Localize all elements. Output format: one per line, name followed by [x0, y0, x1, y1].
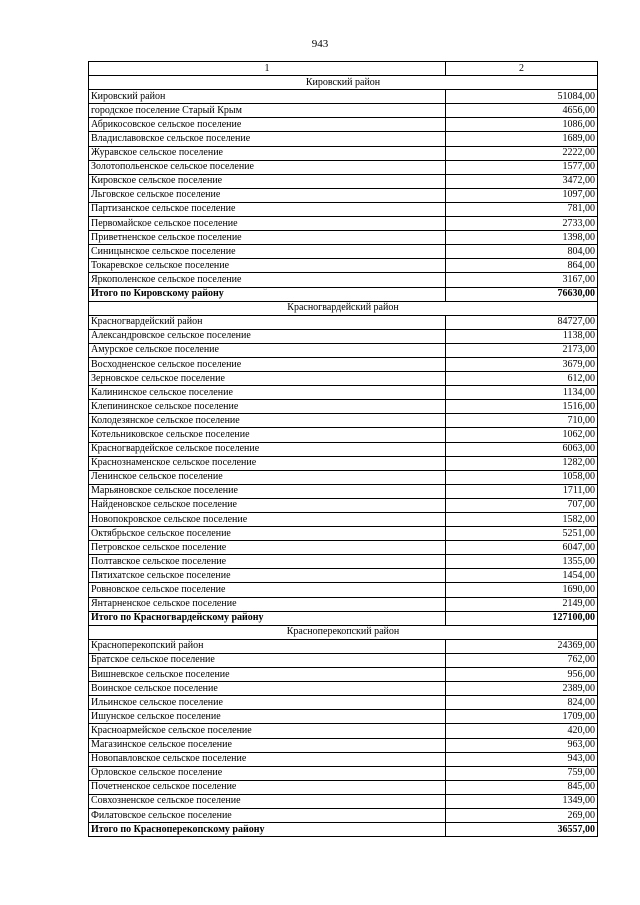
- total-row: [89, 287, 598, 301]
- row-name: Восходненское сельское поселение: [89, 357, 446, 371]
- table-row: [89, 752, 598, 766]
- row-name: Котельниковское сельское поселение: [89, 428, 446, 442]
- table-row: [89, 146, 598, 160]
- row-value: 1355,00: [446, 555, 598, 569]
- table-row: [89, 541, 598, 555]
- row-name: Октябрьское сельское поселение: [89, 527, 446, 541]
- row-value: 2733,00: [446, 217, 598, 231]
- table-row: [89, 315, 598, 329]
- row-value: 963,00: [446, 738, 598, 752]
- total-value: 127100,00: [446, 611, 598, 625]
- row-value: 943,00: [446, 752, 598, 766]
- table-row: [89, 794, 598, 808]
- row-value: 3167,00: [446, 273, 598, 287]
- table-row: [89, 513, 598, 527]
- row-name: Колодезянское сельское поселение: [89, 414, 446, 428]
- table-row: [89, 386, 598, 400]
- section-title: Кировский район: [89, 76, 598, 90]
- table-row: [89, 808, 598, 822]
- row-value: 3472,00: [446, 174, 598, 188]
- table-row: [89, 668, 598, 682]
- table-row: [89, 470, 598, 484]
- row-name: Найденовское сельское поселение: [89, 498, 446, 512]
- section-header-row: [89, 625, 598, 639]
- row-name: Красногвардейское сельское поселение: [89, 442, 446, 456]
- row-name: Янтарненское сельское поселение: [89, 597, 446, 611]
- row-value: 1138,00: [446, 329, 598, 343]
- row-name: Льговское сельское поселение: [89, 188, 446, 202]
- row-value: 24369,00: [446, 639, 598, 653]
- section-title: Красноперекопский район: [89, 625, 598, 639]
- total-value: 36557,00: [446, 823, 598, 837]
- row-name: Пятихатское сельское поселение: [89, 569, 446, 583]
- total-row: [89, 823, 598, 837]
- row-value: 1062,00: [446, 428, 598, 442]
- row-value: 2222,00: [446, 146, 598, 160]
- row-value: 864,00: [446, 259, 598, 273]
- table-row: [89, 217, 598, 231]
- row-name: Первомайское сельское поселение: [89, 217, 446, 231]
- table-row: [89, 414, 598, 428]
- row-value: 2389,00: [446, 682, 598, 696]
- row-name: Марьяновское сельское поселение: [89, 484, 446, 498]
- row-name: Братское сельское поселение: [89, 653, 446, 667]
- table-row: [89, 710, 598, 724]
- row-value: 1349,00: [446, 794, 598, 808]
- row-value: 1282,00: [446, 456, 598, 470]
- table-row: [89, 132, 598, 146]
- row-value: 1058,00: [446, 470, 598, 484]
- row-name: Петровское сельское поселение: [89, 541, 446, 555]
- table-row: [89, 400, 598, 414]
- row-name: Красноперекопский район: [89, 639, 446, 653]
- row-value: 1398,00: [446, 231, 598, 245]
- row-name: Краснознаменское сельское поселение: [89, 456, 446, 470]
- total-name: Итого по Красноперекопскому району: [89, 823, 446, 837]
- table-row: [89, 738, 598, 752]
- row-value: 84727,00: [446, 315, 598, 329]
- row-name: Совхозненское сельское поселение: [89, 794, 446, 808]
- row-value: 6063,00: [446, 442, 598, 456]
- row-value: 6047,00: [446, 541, 598, 555]
- page-number: 943: [311, 38, 329, 50]
- row-name: Орловское сельское поселение: [89, 766, 446, 780]
- table-row: [89, 569, 598, 583]
- row-name: Ильинское сельское поселение: [89, 696, 446, 710]
- table-row: [89, 527, 598, 541]
- row-value: 2173,00: [446, 343, 598, 357]
- table-row: [89, 90, 598, 104]
- section-header-row: [89, 76, 598, 90]
- table-row: [89, 160, 598, 174]
- row-name: Красногвардейский район: [89, 315, 446, 329]
- table-row: [89, 118, 598, 132]
- total-row: [89, 611, 598, 625]
- row-name: Новопокровское сельское поселение: [89, 513, 446, 527]
- table-row: [89, 329, 598, 343]
- row-name: Амурское сельское поселение: [89, 343, 446, 357]
- row-value: 824,00: [446, 696, 598, 710]
- row-value: 1516,00: [446, 400, 598, 414]
- table-row: [89, 104, 598, 118]
- table-row: [89, 766, 598, 780]
- row-name: Синицынское сельское поселение: [89, 245, 446, 259]
- row-name: Токаревское сельское поселение: [89, 259, 446, 273]
- row-value: 1086,00: [446, 118, 598, 132]
- row-value: 3679,00: [446, 357, 598, 371]
- row-value: 956,00: [446, 668, 598, 682]
- row-name: Партизанское сельское поселение: [89, 202, 446, 216]
- row-value: 762,00: [446, 653, 598, 667]
- row-value: 612,00: [446, 372, 598, 386]
- table-row: [89, 428, 598, 442]
- budget-table-body: [89, 62, 598, 837]
- row-name: Кировский район: [89, 90, 446, 104]
- row-name: Клепининское сельское поселение: [89, 400, 446, 414]
- row-value: 804,00: [446, 245, 598, 259]
- table-row: [89, 484, 598, 498]
- row-name: Кировское сельское поселение: [89, 174, 446, 188]
- row-name: Полтавское сельское поселение: [89, 555, 446, 569]
- budget-table: [88, 61, 598, 837]
- row-value: 2149,00: [446, 597, 598, 611]
- table-row: [89, 724, 598, 738]
- row-value: 1689,00: [446, 132, 598, 146]
- table-row: [89, 259, 598, 273]
- row-value: 845,00: [446, 780, 598, 794]
- row-value: 5251,00: [446, 527, 598, 541]
- row-value: 1577,00: [446, 160, 598, 174]
- table-row: [89, 597, 598, 611]
- row-value: 781,00: [446, 202, 598, 216]
- table-row: [89, 188, 598, 202]
- row-name: Магазинское сельское поселение: [89, 738, 446, 752]
- row-value: 1097,00: [446, 188, 598, 202]
- table-row: [89, 682, 598, 696]
- table-row: [89, 174, 598, 188]
- table-row: [89, 442, 598, 456]
- row-name: Ишунское сельское поселение: [89, 710, 446, 724]
- row-value: 707,00: [446, 498, 598, 512]
- header-row: [89, 62, 598, 76]
- table-row: [89, 231, 598, 245]
- row-name: Владиславовское сельское поселение: [89, 132, 446, 146]
- table-row: [89, 357, 598, 371]
- row-name: Зерновское сельское поселение: [89, 372, 446, 386]
- table-row: [89, 245, 598, 259]
- row-name: Почетненское сельское поселение: [89, 780, 446, 794]
- total-name: Итого по Кировскому району: [89, 287, 446, 301]
- row-value: 420,00: [446, 724, 598, 738]
- row-name: Вишневское сельское поселение: [89, 668, 446, 682]
- row-value: 1709,00: [446, 710, 598, 724]
- row-value: 1134,00: [446, 386, 598, 400]
- section-header-row: [89, 301, 598, 315]
- row-value: 1690,00: [446, 583, 598, 597]
- table-row: [89, 456, 598, 470]
- row-name: Журавское сельское поселение: [89, 146, 446, 160]
- table-row: [89, 555, 598, 569]
- table-row: [89, 696, 598, 710]
- row-name: Воинское сельское поселение: [89, 682, 446, 696]
- row-name: городское поселение Старый Крым: [89, 104, 446, 118]
- row-value: 4656,00: [446, 104, 598, 118]
- table-row: [89, 583, 598, 597]
- table-row: [89, 498, 598, 512]
- row-name: Красноармейское сельское поселение: [89, 724, 446, 738]
- table-row: [89, 372, 598, 386]
- row-name: Ленинское сельское поселение: [89, 470, 446, 484]
- total-name: Итого по Красногвардейскому району: [89, 611, 446, 625]
- row-value: 51084,00: [446, 90, 598, 104]
- row-name: Новопавловское сельское поселение: [89, 752, 446, 766]
- row-name: Александровское сельское поселение: [89, 329, 446, 343]
- row-name: Яркополенское сельское поселение: [89, 273, 446, 287]
- table-row: [89, 273, 598, 287]
- section-title: Красногвардейский район: [89, 301, 598, 315]
- row-value: 1711,00: [446, 484, 598, 498]
- row-value: 1582,00: [446, 513, 598, 527]
- total-value: 76630,00: [446, 287, 598, 301]
- row-value: 1454,00: [446, 569, 598, 583]
- row-name: Золотопольенское сельское поселение: [89, 160, 446, 174]
- row-name: Абрикосовское сельское поселение: [89, 118, 446, 132]
- table-row: [89, 653, 598, 667]
- column-header-1: 1: [89, 62, 446, 76]
- row-name: Ровновское сельское поселение: [89, 583, 446, 597]
- row-name: Филатовское сельское поселение: [89, 808, 446, 822]
- row-value: 710,00: [446, 414, 598, 428]
- row-value: 269,00: [446, 808, 598, 822]
- row-name: Калининское сельское поселение: [89, 386, 446, 400]
- table-row: [89, 639, 598, 653]
- column-header-2: 2: [446, 62, 598, 76]
- row-value: 759,00: [446, 766, 598, 780]
- row-name: Приветненское сельское поселение: [89, 231, 446, 245]
- table-row: [89, 343, 598, 357]
- table-row: [89, 780, 598, 794]
- table-row: [89, 202, 598, 216]
